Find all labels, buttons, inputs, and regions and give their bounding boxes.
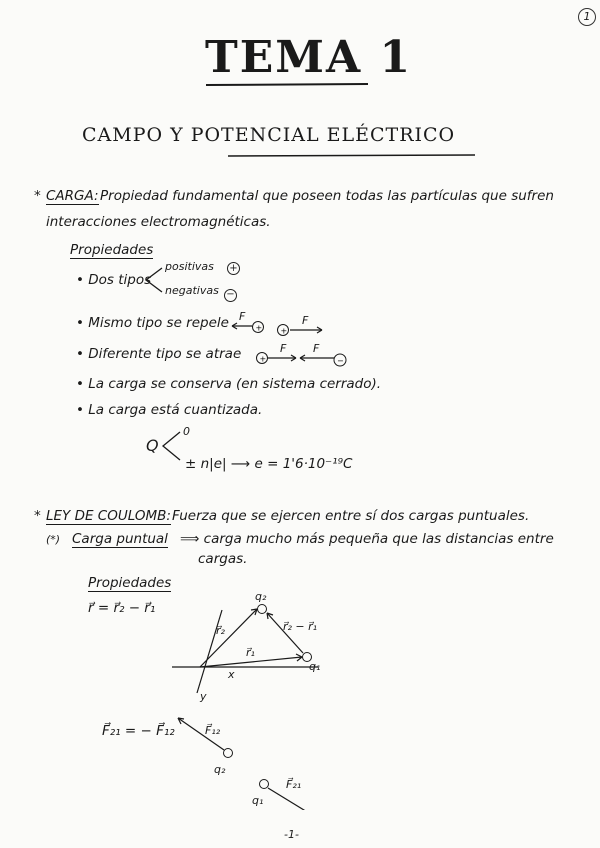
force-label-attract-1: F bbox=[280, 342, 287, 355]
page-number: -1- bbox=[284, 828, 299, 841]
coulomb-label: LEY DE COULOMB: bbox=[46, 508, 171, 524]
plus-charge-icon: + bbox=[227, 262, 240, 275]
carga-props-heading: Propiedades bbox=[70, 242, 154, 258]
page-subtitle: CAMPO Y POTENCIAL ELÉCTRICO bbox=[82, 124, 456, 146]
page-marker: 1 bbox=[578, 8, 596, 26]
force-label-repel-1: F bbox=[239, 310, 246, 323]
mismo-tipo-repele: • Mismo tipo se repele bbox=[76, 315, 229, 331]
carga-conserva: • La carga se conserva (en sistema cerrado). bbox=[76, 376, 382, 392]
r1-label: r⃗₁ bbox=[246, 646, 255, 659]
axis-x-label: x bbox=[228, 668, 235, 681]
coulomb-bullet: * bbox=[34, 508, 41, 524]
axis-y-label: y bbox=[200, 690, 207, 703]
svg-text:+: + bbox=[255, 323, 263, 333]
dos-tipos: • Dos tipos bbox=[76, 272, 152, 288]
q2-label-bottom: q₂ bbox=[214, 763, 226, 776]
page-title: TEMA 1 bbox=[205, 32, 413, 83]
q1-label-bottom: q₁ bbox=[252, 794, 264, 807]
coulomb-props-heading: Propiedades bbox=[88, 575, 172, 591]
svg-text:+: + bbox=[280, 326, 288, 336]
note-marker: (*) bbox=[46, 533, 61, 546]
force-label-repel-2: F bbox=[302, 314, 309, 327]
f21-label: F⃗₂₁ bbox=[286, 778, 302, 791]
r2-label: r⃗₂ bbox=[216, 624, 225, 637]
note-label: Carga puntual bbox=[72, 531, 168, 547]
svg-text:+: + bbox=[259, 354, 267, 364]
diferente-tipo-atrae: • Diferente tipo se atrae bbox=[76, 346, 242, 362]
coulomb-definition: Fuerza que se ejercen entre sí dos cargas puntuales. bbox=[172, 508, 530, 524]
carga-definition-1: Propiedad fundamental que poseen todas las partículas que sufren bbox=[100, 188, 554, 204]
q-symbol: Q bbox=[146, 436, 159, 455]
carga-bullet: * bbox=[34, 188, 41, 204]
f12-label: F⃗₁₂ bbox=[205, 724, 221, 737]
q1-label-right: q₁ bbox=[309, 660, 321, 673]
carga-label: CARGA: bbox=[46, 188, 99, 204]
minus-charge-icon: − bbox=[224, 289, 237, 302]
note-text-1: ⟹ carga mucho más pequeña que las distancias entre bbox=[180, 531, 554, 547]
negativas-label: negativas bbox=[165, 284, 219, 297]
q-formula: ± n|e| ⟶ e = 1'6·10⁻¹⁹C bbox=[185, 456, 353, 472]
r-formula: r⃗ = r⃗₂ − r⃗₁ bbox=[88, 600, 156, 616]
f-formula: F⃗₂₁ = − F⃗₁₂ bbox=[102, 723, 175, 739]
r2-minus-r1-label: r⃗₂ − r⃗₁ bbox=[283, 620, 318, 633]
q2-label-top: q₂ bbox=[255, 590, 267, 603]
note-text-2: cargas. bbox=[198, 551, 248, 567]
force-label-attract-2: F bbox=[313, 342, 320, 355]
positivas-label: positivas bbox=[165, 260, 214, 273]
carga-definition-2: interacciones electromagnéticas. bbox=[46, 214, 271, 230]
svg-text:−: − bbox=[337, 356, 344, 366]
q-zero: 0 bbox=[183, 425, 190, 438]
carga-cuantizada: • La carga está cuantizada. bbox=[76, 402, 263, 418]
